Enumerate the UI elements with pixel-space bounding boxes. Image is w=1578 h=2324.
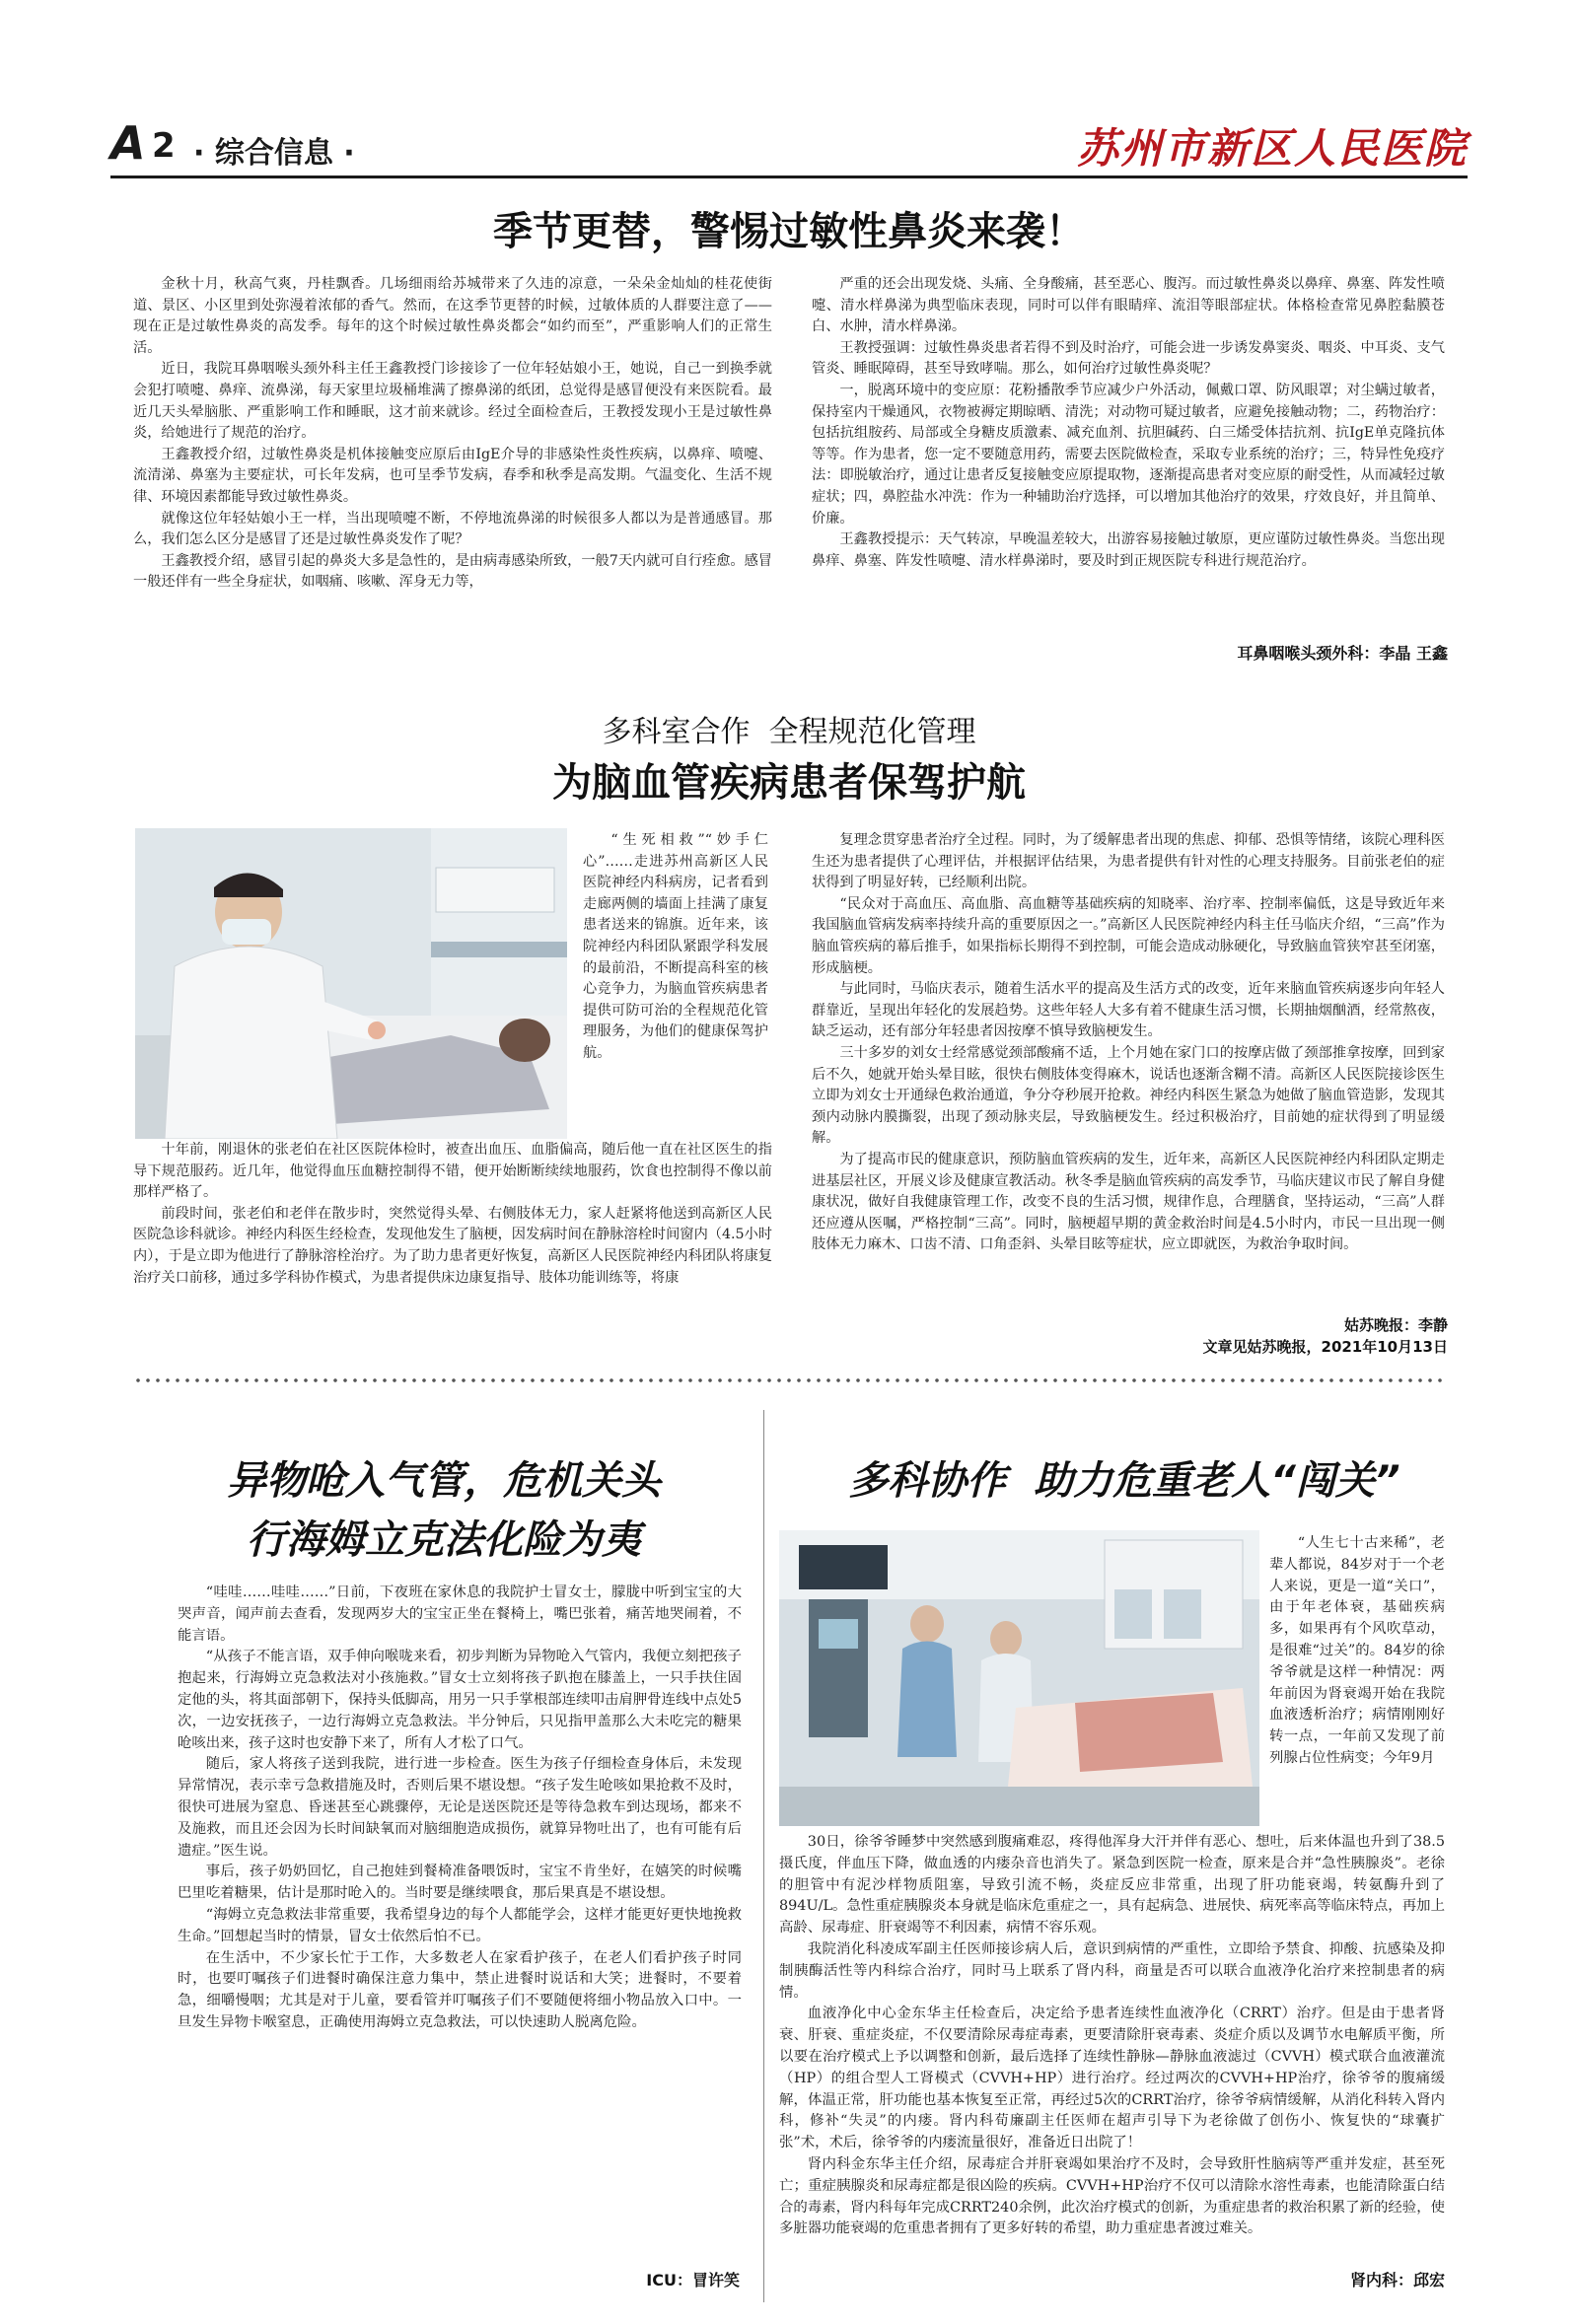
article1-byline: 耳鼻咽喉头颈外科：李晶 王鑫 <box>1237 644 1448 663</box>
article3-title-line2: 行海姆立克法化险为夷 <box>247 1517 641 1563</box>
doctor-examining-patient-photo <box>135 828 567 1139</box>
article3-byline: ICU：冒许笑 <box>646 2271 740 2289</box>
icu-photo-illustration <box>779 1530 1259 1826</box>
paragraph: 30日，徐爷爷睡梦中突然感到腹痛难忍，疼得他浑身大汗并伴有恶心、想吐，后来体温也升到了38.5摄氏度，伴血压下降，做血透的内瘘杂音也消失了。紧急到医院一检查，原来是合并“急性胰腺炎”。老徐的胆管中有泥沙样物质阻塞，导致引流不畅，炎症反应非常重，出现了肝功能衰竭，转氨酶升到了894U/L。急性重症胰腺炎本身就是临床危重症之一，具有起病急、进展快、病死率高等临床特点，再加上高龄、尿毒症、肝衰竭等不利因素，病情不容乐观。 <box>779 1834 1445 1937</box>
article3-body <box>178 1583 742 2034</box>
paragraph: 前段时间，张老伯和老伴在散步时，突然觉得头晕、右侧肢体无力，家人赶紧将他送到高新区人民医院急诊科就诊。神经内科医生经检查，发现他发生了脑梗，因发病时间在静脉溶栓时间窗内（4.5小时内），于是立即为他进行了静脉溶栓治疗。为了助力患者更好恢复，高新区人民医院神经内科团队将康复治疗关口前移，通过多学科协作模式，为患者提供床边康复指导、肢体功能训练等，将康 <box>133 1205 772 1286</box>
paragraph: 血液净化中心金东华主任检查后，决定给予患者连续性血液净化（CRRT）治疗。但是由于患者肾衰、肝衰、重症炎症，不仅要清除尿毒症毒素，更要清除肝衰毒素、炎症介质以及调节水电解质平衡，所以要在治疗模式上予以调整和创新，最后选择了连续性静脉—静脉血液滤过（CVVH）模式联合血液灌流（HP）的组合型人工肾模式（CVVH+HP）进行治疗。经过两次的CVVH+HP治疗，徐爷爷的腹痛缓解，体温正常，肝功能也基本恢复至正常，再经过5次的CRRT治疗，徐爷爷病情缓解，从消化科转入肾内科，修补“失灵”的内瘘。肾内科荀廉副主任医师在超声引导下为老徐做了创伤小、恢复快的“球囊扩张”术，术后，徐爷爷的内瘘流量很好，准备近日出院了！ <box>779 2006 1445 2151</box>
article2-beside-photo: “生死相救”“妙手仁心”……走进苏州高新区人民医院神经内科病房，记者看到走廊两侧的墙面上挂满了康复患者送来的锦旗。近年来，该院神经内科团队紧跟学科发展的最前沿，不断提高科室的核心竞争力，为脑血管疾病患者提供可防可治的全程规范化管理服务，为他们的健康保驾护航。 <box>583 832 768 1061</box>
paragraph: “民众对于高血压、高血脂、高血糖等基础疾病的知晓率、治疗率、控制率偏低，这是导致近年来我国脑血管病发病率持续升高的重要原因之一。”高新区人民医院神经内科主任马临庆介绍，“三高”作为脑血管疾病的幕后推手，如果指标长期得不到控制，可能会造成动脉硬化，导致脑血管狭窄甚至闭塞，形成脑梗。 <box>812 895 1445 976</box>
masthead-rule <box>110 176 1468 178</box>
article2-kicker: 多科室合作 全程规范化管理 <box>602 715 976 749</box>
paragraph: 就像这位年轻姑娘小王一样，当出现喷嚏不断，不停地流鼻涕的时候很多人都以为是普通感冒。那么，我们怎么区分是感冒了还是过敏性鼻炎发作了呢？ <box>133 510 772 548</box>
paragraph: 在生活中，不少家长忙于工作，大多数老人在家看护孩子，在老人们看护孩子时同时，也要叮嘱孩子们进餐时确保注意力集中，禁止进餐时说话和大笑；进餐时，不要着急，细嚼慢咽；尤其是对于儿童，要看管并叮嘱孩子们不要随便将细小物品放入口中。一旦发生异物卡喉窒息，正确使用海姆立克急救法，可以快速助人脱离危险。 <box>178 1949 742 2030</box>
masthead <box>110 116 1468 173</box>
article2-byline-source: 文章见姑苏晚报，2021年10月13日 <box>1202 1338 1448 1356</box>
paragraph: 金秋十月，秋高气爽，丹桂飘香。几场细雨给苏城带来了久违的凉意，一朵朵金灿灿的桂花使街道、景区、小区里到处弥漫着浓郁的香气。然而，在这季节更替的时候，过敏体质的人群要注意了——现在正是过敏性鼻炎的高发季。每年的这个时候过敏性鼻炎都会“如约而至”，严重影响人们的正常生活。 <box>133 276 772 356</box>
article4-byline: 肾内科：邱宏 <box>1349 2271 1445 2289</box>
article4-beside-photo: “人生七十古来稀”，老辈人都说，84岁对于一个老人来说，更是一道“关口”，由于年老体衰，基础疾病多，如果再有个风吹草动，是很难“过关”的。84岁的徐爷爷就是这样一种情况：两年前因为肾衰竭开始在我院血液透析治疗；病情刚刚好转一点，一年前又发现了前列腺占位性病变；今年9月 <box>1269 1535 1445 1766</box>
doctor-photo-illustration <box>135 828 567 1139</box>
paragraph: 近日，我院耳鼻咽喉头颈外科主任王鑫教授门诊接诊了一位年轻姑娘小王，她说，自己一到换季就会犯打喷嚏、鼻痒、流鼻涕，每天家里垃圾桶堆满了擦鼻涕的纸团，总觉得是感冒便没有来医院看。最近几天头晕脑胀、严重影响工作和睡眠，这才前来就诊。经过全面检查后，王教授发现小王是过敏性鼻炎，给她进行了规范的治疗。 <box>133 361 772 442</box>
paragraph: 随后，家人将孩子送到我院，进行进一步检查。医生为孩子仔细检查身体后，未发现异常情况，表示幸亏急救措施及时，否则后果不堪设想。“孩子发生呛咳如果抢救不及时，很快可进展为窒息、昏迷甚至心跳骤停，无论是送医院还是等待急救车到达现场，都来不及施救，而且还会因为长时间缺氧而对脑细胞造成损伤，就算异物吐出了，也有可能有后遗症。”医生说。 <box>178 1756 742 1859</box>
section-name: · 综合信息 · <box>193 136 355 171</box>
paragraph: “海姆立克急救法非常重要，我希望身边的每个人都能学会，这样才能更好更快地挽救生命。”回想起当时的情景，冒女士依然后怕不已。 <box>178 1906 742 1944</box>
column-divider <box>763 1410 764 2302</box>
paragraph: 三十多岁的刘女士经常感觉颈部酸痛不适，上个月她在家门口的按摩店做了颈部推拿按摩，回到家后不久，她就开始头晕目眩，很快右侧肢体变得麻木，说话也逐渐含糊不清。高新区人民医院接诊医生立即为刘女士开通绿色救治通道，争分夺秒展开抢救。神经内科医生紧急为她做了脑血管造影，发现其颈内动脉内膜撕裂，出现了颈动脉夹层，导致脑梗发生。经过积极治疗，目前她的症状得到了明显缓解。 <box>812 1044 1445 1147</box>
page-number: 2 <box>152 126 176 166</box>
paragraph: 王教授强调：过敏性鼻炎患者若得不到及时治疗，可能会进一步诱发鼻窦炎、咽炎、中耳炎、支气管炎、睡眠障碍，甚至导致哮喘。那么，如何治疗过敏性鼻炎呢？ <box>812 339 1445 378</box>
page-letter: A <box>110 116 146 170</box>
hospital-logo: 苏州市新区人民医院 <box>1076 124 1468 173</box>
paragraph: 复理念贯穿患者治疗全过程。同时，为了缓解患者出现的焦虑、抑郁、恐惧等情绪，该院心理科医生还为患者提供了心理评估，并根据评估结果，为患者提供有针对性的心理支持服务。目前张老伯的症状得到了明显好转，已经顺利出院。 <box>812 832 1445 891</box>
article2-byline-reporter: 姑苏晚报：李静 <box>1343 1316 1448 1334</box>
paragraph: 事后，孩子奶奶回忆，自己抱娃到餐椅准备喂饭时，宝宝不肯坐好，在嬉笑的时候嘴巴里吃着糖果，估计是那时呛入的。当时要是继续喂食，那后果真是不堪设想。 <box>178 1864 742 1902</box>
paragraph: 王鑫教授提示：天气转凉，早晚温差较大，出游容易接触过敏原，更应谨防过敏性鼻炎。当您出现鼻痒、鼻塞、阵发性喷嚏、清水样鼻涕时，要及时到正规医院专科进行规范治疗。 <box>812 531 1445 569</box>
paragraph: 与此同时，马临庆表示，随着生活水平的提高及生活方式的改变，近年来脑血管疾病逐步向年轻人群靠近，呈现出年轻化的发展趋势。这些年轻人大多有着不健康生活习惯，长期抽烟酗酒，经常熬夜，缺乏运动，还有部分年轻患者因按摩不慎导致脑梗发生。 <box>812 981 1445 1040</box>
paragraph: “哇哇……哇哇……”日前，下夜班在家休息的我院护士冒女士，朦胧中听到宝宝的大哭声音，闻声前去查看，发现两岁大的宝宝正坐在餐椅上，嘴巴张着，痛苦地哭闹着，不能言语。 <box>178 1585 742 1644</box>
paragraph: 王鑫教授介绍，过敏性鼻炎是机体接触变应原后由IgE介导的非感染性炎性疾病，以鼻痒、喷嚏、流清涕、鼻塞为主要症状，可长年发病，也可呈季节发病，春季和秋季是高发期。气温变化、生活不规律、环境因素都能导致过敏性鼻炎。 <box>133 446 772 505</box>
paragraph: 十年前，刚退休的张老伯在社区医院体检时，被查出血压、血脂偏高，随后他一直在社区医生的指导下规范服药。近几年，他觉得血压血糖控制得不错，便开始断断续续地服药，饮食也控制得不像以前那样严格了。 <box>133 1142 772 1201</box>
article4-title: 多科协作 助力危重老人“闯关” <box>848 1458 1400 1504</box>
paragraph: 严重的还会出现发烧、头痛、全身酸痛，甚至恶心、腹泻。而过敏性鼻炎以鼻痒、鼻塞、阵发性喷嚏、清水样鼻涕为典型临床表现，同时可以伴有眼睛痒、流泪等眼部症状。体格检查常见鼻腔黏膜苍白、水肿，清水样鼻涕。 <box>812 276 1445 335</box>
article1-col-right <box>812 274 1445 572</box>
article2-col-right <box>812 830 1445 1256</box>
paragraph: 一，脱离环境中的变应原：花粉播散季节应减少户外活动，佩戴口罩、防风眼罩；对尘螨过敏者，保持室内干燥通风，衣物被褥定期晾晒、清洗；对动物可疑过敏者，应避免接触动物；二，药物治疗：包括抗组胺药、局部或全身糖皮质激素、减充血剂、抗胆碱药、白三烯受体拮抗剂、抗IgE单克隆抗体等等。作为患者，您一定不要随意用药，需要去医院做检查，采取专业系统的治疗；三，特异性免疫疗法：即脱敏治疗，通过让患者反复接触变应原提取物，逐渐提高患者对变应原的耐受性，从而减轻过敏症状；四，鼻腔盐水冲洗：作为一种辅助治疗选择，可以增加其他治疗的效果，疗效良好，并且简单、价廉。 <box>812 382 1445 527</box>
section-divider <box>133 1375 1445 1385</box>
article1-title: 季节更替，警惕过敏性鼻炎来袭！ <box>493 209 1085 254</box>
article3-title-line1: 异物呛入气管，危机关头 <box>227 1458 661 1504</box>
paragraph: 我院消化科凌成军副主任医师接诊病人后，意识到病情的严重性，立即给予禁食、抑酸、抗感染及抑制胰酶活性等内科综合治疗，同时马上联系了肾内科，商量是否可以联合血液净化治疗来控制患者的病情。 <box>779 1940 1445 2001</box>
icu-ward-photo <box>779 1530 1259 1826</box>
article2-col-left <box>133 1140 772 1289</box>
paragraph: 为了提高市民的健康意识，预防脑血管疾病的发生，近年来，高新区人民医院神经内科团队定期走进基层社区，开展义诊及健康宣教活动。秋冬季是脑血管疾病的高发季节，马临庆建议市民了解自身健康状况，做好自我健康管理工作，改变不良的生活习惯，规律作息，合理膳食，坚持运动，“三高”人群还应遵从医嘱，严格控制“三高”。同时，脑梗超早期的黄金救治时间是4.5小时内，市民一旦出现一侧肢体无力麻木、口齿不清、口角歪斜、头晕目眩等症状，应立即就医，为救治争取时间。 <box>812 1151 1445 1253</box>
article2-title: 为脑血管疾病患者保驾护航 <box>552 760 1026 806</box>
paragraph: “从孩子不能言语，双手伸向喉咙来看，初步判断为异物呛入气管内，我便立刻把孩子抱起来，行海姆立克急救法对小孩施救。”冒女士立刻将孩子趴抱在膝盖上，一只手扶住固定他的头，将其面部朝下，保持头低脚高，用另一只手掌根部连续叩击肩胛骨连线中点处5次，一边安抚孩子，一边行海姆立克急救法。半分钟后，只见指甲盖那么大未吃完的糖果呛咳出来，孩子这时也安静下来了，所有人才松了口气。 <box>178 1649 742 1751</box>
article4-body <box>779 1832 1445 2240</box>
article1-col-left <box>133 274 772 594</box>
paragraph: 肾内科金东华主任介绍，尿毒症合并肝衰竭如果治疗不及时，会导致肝性脑病等严重并发症，甚至死亡；重症胰腺炎和尿毒症都是很凶险的疾病。CVVH+HP治疗不仅可以清除水溶性毒素，也能清除蛋白结合的毒素，肾内科每年完成CRRT240余例，此次治疗模式的创新，为重症患者的救治积累了新的经验，使多脏器功能衰竭的危重患者拥有了更多好转的希望，助力重症患者渡过难关。 <box>779 2155 1445 2237</box>
paragraph: 王鑫教授介绍，感冒引起的鼻炎大多是急性的，是由病毒感染所致，一般7天内就可自行痊愈。感冒一般还伴有一些全身症状，如咽痛、咳嗽、浑身无力等， <box>133 552 772 591</box>
